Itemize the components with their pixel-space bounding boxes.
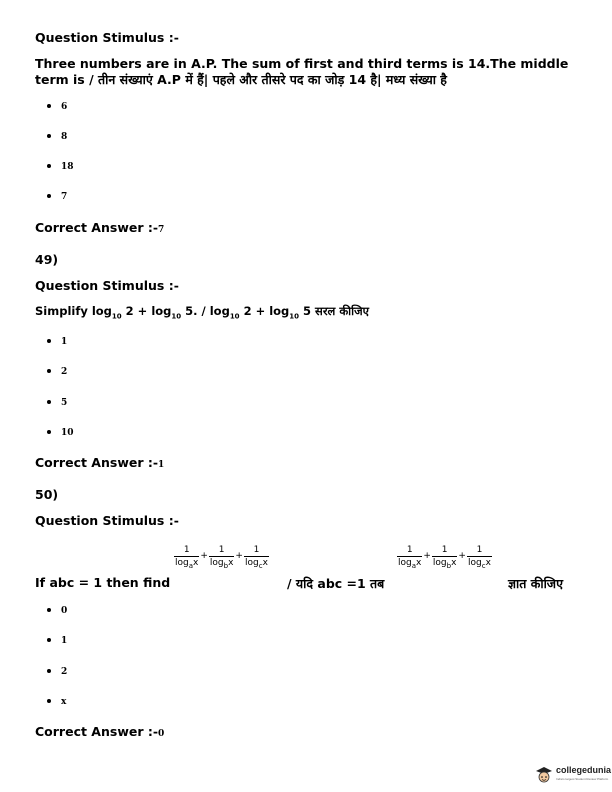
answer-value: 7	[158, 225, 165, 235]
q48-option-2	[47, 132, 67, 142]
option-text: 2	[61, 367, 68, 377]
bullet-icon	[47, 104, 51, 108]
option-text: 2	[61, 667, 68, 677]
answer-label: Correct Answer :-	[35, 724, 159, 739]
option-text: 6	[61, 102, 68, 112]
option-text: 5	[61, 398, 68, 408]
q49-option-1	[47, 337, 67, 347]
option-text: 0	[61, 606, 68, 616]
bullet-icon	[47, 400, 51, 404]
q48-option-1	[47, 102, 67, 112]
q49-option-2	[47, 367, 67, 377]
q48-stem	[35, 56, 568, 88]
option-text: 1	[61, 636, 68, 646]
bullet-icon	[47, 339, 51, 343]
q50-option-2	[47, 636, 67, 646]
bullet-icon	[47, 134, 51, 138]
bullet-icon	[47, 638, 51, 642]
q48-stem-line2: term is / तीन संख्याएं A.P में हैं| पहले और तीसरे पद का जोड़ 14 है| मध्य संख्या है	[35, 72, 447, 87]
q48-option-3	[47, 162, 74, 172]
answer-label: Correct Answer :-	[35, 455, 159, 470]
option-text: 10	[61, 428, 74, 438]
logo-text: collegedunia	[556, 765, 612, 775]
q50-stem-prefix: If abc = 1 then find	[35, 575, 171, 590]
q49-option-4	[47, 428, 74, 438]
answer-value: 0	[158, 729, 165, 739]
q49-option-3	[47, 398, 67, 408]
logo-tagline: India's largest Student Review Platform	[556, 777, 609, 781]
answer-value: 1	[158, 460, 165, 470]
q48-stimulus-label: Question Stimulus :-	[35, 30, 179, 45]
option-text: 8	[61, 132, 68, 142]
q49-stimulus-label: Question Stimulus :-	[35, 278, 179, 293]
q50-correct-answer	[35, 724, 164, 739]
collegedunia-logo	[534, 765, 611, 785]
bullet-icon	[47, 608, 51, 612]
fraction-term-b: $\frac{1}{\log_bx}$	[432, 545, 457, 570]
fraction-term-a: $\frac{1}{\log_ax}$	[175, 545, 199, 570]
bullet-icon	[47, 699, 51, 703]
q50-option-3	[47, 667, 67, 677]
q50-option-4	[47, 697, 66, 707]
fraction-term-b: $\frac{1}{\log_bx}$	[209, 545, 234, 570]
q50-number: 50)	[35, 487, 59, 502]
q49-correct-answer	[35, 455, 164, 470]
bullet-icon	[47, 669, 51, 673]
bullet-icon	[47, 430, 51, 434]
log-fraction-sum-1: $\frac{1}{\log_ax}$ + $\frac{1}{\log_bx}$ + $\frac{1}{\log_cx}$	[175, 545, 268, 570]
fraction-term-a: $\frac{1}{\log_ax}$	[398, 545, 422, 570]
log-fraction-sum-2: $\frac{1}{\log_ax}$ + $\frac{1}{\log_bx}$ + $\frac{1}{\log_cx}$	[398, 545, 491, 570]
q48-stem-line1: Three numbers are in A.P. The sum of first and third terms is 14.The middle	[35, 56, 569, 71]
q50-option-1	[47, 606, 67, 616]
bullet-icon	[47, 369, 51, 373]
q48-option-4	[47, 192, 67, 202]
mascot-icon	[534, 765, 554, 785]
option-text: 7	[61, 192, 68, 202]
q50-stem-suffix: ज्ञात कीजिए	[508, 576, 563, 591]
q50-stem-mid: / यदि abc =1 तब	[287, 576, 385, 591]
q49-stem: Simplify $\log_{10} 2 + \log_{10} 5$. / $\log_{10} 2 + \log_{10} 5$ सरल कीजिए	[35, 304, 370, 321]
option-text: x	[61, 697, 67, 707]
bullet-icon	[47, 194, 51, 198]
q50-stimulus-label: Question Stimulus :-	[35, 513, 179, 528]
answer-label: Correct Answer :-	[35, 220, 159, 235]
bullet-icon	[47, 164, 51, 168]
q49-number: 49)	[35, 252, 59, 267]
q48-correct-answer	[35, 220, 164, 235]
fraction-term-c: $\frac{1}{\log_cx}$	[244, 545, 268, 570]
option-text: 1	[61, 337, 68, 347]
fraction-term-c: $\frac{1}{\log_cx}$	[467, 545, 491, 570]
option-text: 18	[61, 162, 74, 172]
